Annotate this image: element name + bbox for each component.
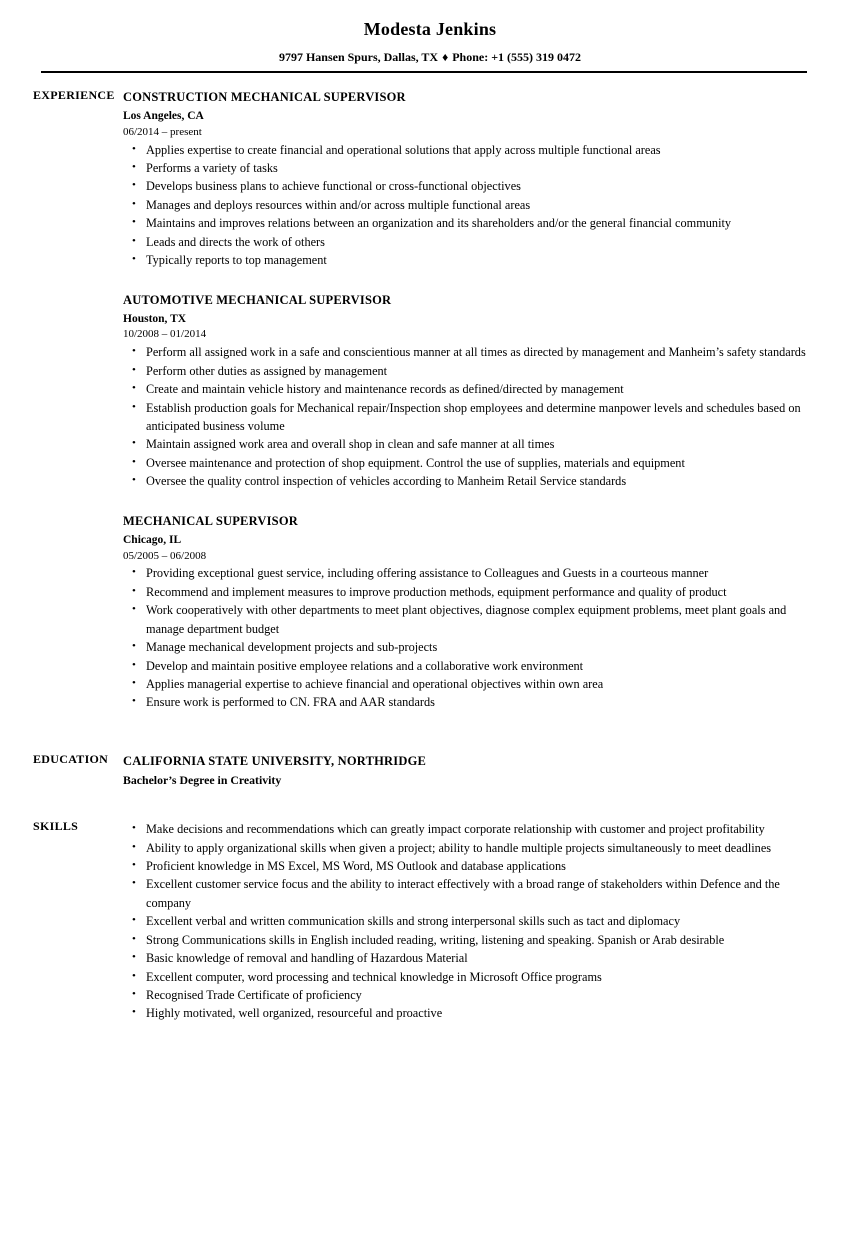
list-item: • Providing exceptional guest service, including offering assistance to Colleagues and Guests in a courteous manner bbox=[123, 564, 807, 582]
list-item: • Typically reports to top management bbox=[123, 251, 807, 269]
job-title: MECHANICAL SUPERVISOR bbox=[123, 513, 298, 528]
list-item: • Maintains and improves relations between an organization and its shareholders and/or the general financial community bbox=[123, 214, 807, 232]
candidate-contact-line bbox=[0, 50, 860, 64]
list-item: • Develops business plans to achieve functional or cross-functional objectives bbox=[123, 177, 807, 195]
experience-entry bbox=[123, 291, 807, 491]
list-item: • Leads and directs the work of others bbox=[123, 233, 807, 251]
list-item: • Applies expertise to create financial and operational solutions that apply across multiple functional areas bbox=[123, 141, 807, 159]
list-item: • Applies managerial expertise to achieve financial and operational objectives within own area bbox=[123, 675, 807, 693]
list-item: • Ensure work is performed to CN. FRA and AAR standards bbox=[123, 693, 807, 711]
job-title: CONSTRUCTION MECHANICAL SUPERVISOR bbox=[123, 89, 406, 104]
list-item: • Manages and deploys resources within and/or across multiple functional areas bbox=[123, 196, 807, 214]
list-item: • Basic knowledge of removal and handling of Hazardous Material bbox=[123, 949, 807, 967]
spacer-before-skills bbox=[0, 789, 860, 819]
candidate-phone: Phone: +1 (555) 319 0472 bbox=[452, 49, 582, 64]
experience-entry bbox=[123, 512, 807, 712]
job-dates: 05/2005 – 06/2008 bbox=[123, 549, 207, 562]
section-label-education: EDUCATION bbox=[33, 751, 109, 766]
job-location: Chicago, IL bbox=[123, 533, 182, 546]
spacer-before-education bbox=[0, 712, 860, 752]
list-item: • Make decisions and recommendations which can greatly impact corporate relationship with customer and project profitability bbox=[123, 820, 807, 838]
list-item: • Highly motivated, well organized, resourceful and proactive bbox=[123, 1004, 807, 1022]
section-label-experience: EXPERIENCE bbox=[33, 87, 115, 102]
job-dates: 10/2008 – 01/2014 bbox=[123, 328, 207, 341]
list-item: • Work cooperatively with other departments to meet plant objectives, diagnose complex equipment problems, meet plant goals and manage department budget bbox=[123, 601, 807, 638]
diamond-separator-icon: ♦ bbox=[442, 49, 449, 64]
spacer-before-experience bbox=[0, 73, 860, 88]
job-location: Houston, TX bbox=[123, 312, 187, 325]
list-item: • Perform all assigned work in a safe and conscientious manner at all times as directed by management and Manheim’s safety standards bbox=[123, 343, 807, 361]
skills-list bbox=[123, 820, 807, 1023]
experience-entry bbox=[123, 88, 807, 270]
experience-body bbox=[123, 88, 860, 712]
list-item: • Strong Communications skills in English included reading, writing, listening and speaking. Spanish or Arab desirable bbox=[123, 931, 807, 949]
list-item: • Recommend and implement measures to improve production methods, equipment performance and quality of product bbox=[123, 583, 807, 601]
list-item: • Perform other duties as assigned by management bbox=[123, 362, 807, 380]
list-item: • Excellent computer, word processing and technical knowledge in Microsoft Office programs bbox=[123, 968, 807, 986]
list-item: • Maintain assigned work area and overall shop in clean and safe manner at all times bbox=[123, 435, 807, 453]
list-item: • Excellent customer service focus and the ability to interact effectively with a broad range of stakeholders within Defence and the company bbox=[123, 875, 807, 912]
section-education bbox=[0, 752, 860, 789]
job-location: Los Angeles, CA bbox=[123, 110, 204, 123]
list-item: • Oversee the quality control inspection of vehicles according to Manheim Retail Service standards bbox=[123, 472, 807, 490]
section-label-skills: SKILLS bbox=[33, 819, 79, 834]
list-item: • Recognised Trade Certificate of proficiency bbox=[123, 986, 807, 1004]
education-degree: Bachelor’s Degree in Creativity bbox=[123, 773, 282, 787]
list-item: • Excellent verbal and written communication skills and strong interpersonal skills such as tact and diplomacy bbox=[123, 912, 807, 930]
job-dates: 06/2014 – present bbox=[123, 125, 202, 138]
list-item: • Manage mechanical development projects and sub-projects bbox=[123, 638, 807, 656]
education-school: CALIFORNIA STATE UNIVERSITY, NORTHRIDGE bbox=[123, 753, 427, 768]
skills-body bbox=[123, 819, 860, 1023]
list-item: • Establish production goals for Mechanical repair/Inspection shop employees and determine manpower levels and schedules based on anticipated business volume bbox=[123, 399, 807, 436]
list-item: • Develop and maintain positive employee relations and a collaborative work environment bbox=[123, 657, 807, 675]
resume-header bbox=[0, 0, 860, 73]
list-item: • Proficient knowledge in MS Excel, MS Word, MS Outlook and database applications bbox=[123, 857, 807, 875]
list-item: • Performs a variety of tasks bbox=[123, 159, 807, 177]
job-responsibility-list bbox=[123, 564, 807, 712]
candidate-address: 9797 Hansen Spurs, Dallas, TX bbox=[278, 49, 439, 64]
job-responsibility-list bbox=[123, 141, 807, 270]
list-item: • Create and maintain vehicle history and maintenance records as defined/directed by management bbox=[123, 380, 807, 398]
section-experience bbox=[0, 88, 860, 712]
list-item: • Oversee maintenance and protection of shop equipment. Control the use of supplies, materials and equipment bbox=[123, 454, 807, 472]
job-responsibility-list bbox=[123, 343, 807, 491]
job-title: AUTOMOTIVE MECHANICAL SUPERVISOR bbox=[123, 292, 392, 307]
candidate-name: Modesta Jenkins bbox=[363, 19, 497, 39]
education-body bbox=[123, 752, 860, 789]
section-skills bbox=[0, 819, 860, 1023]
list-item: • Ability to apply organizational skills when given a project; ability to handle multiple projects simultaneously to meet deadlines bbox=[123, 839, 807, 857]
